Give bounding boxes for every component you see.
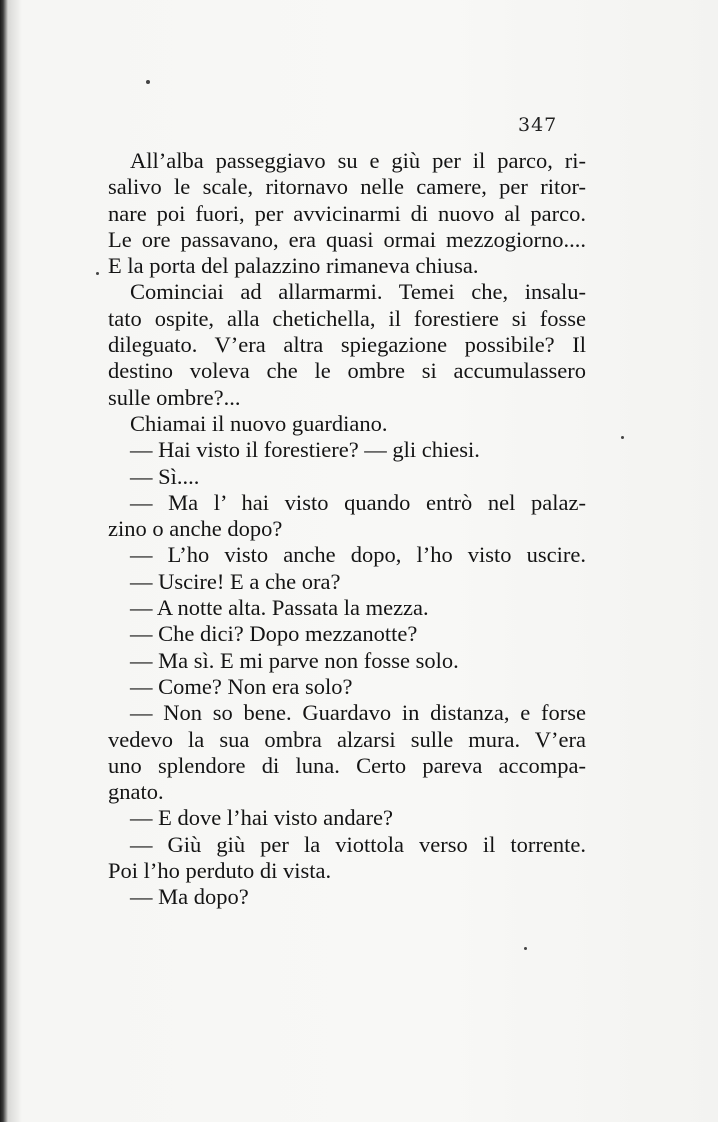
body-text — [108, 148, 586, 911]
page-number: 347 — [518, 114, 558, 136]
scan-speck — [524, 947, 527, 950]
text-line: — A notte alta. Passata la mezza. — [130, 595, 429, 621]
text-line: — Ma dopo? — [130, 884, 249, 910]
text-line: Cominciai ad allarmarmi. Temei che, insalu- — [130, 279, 586, 305]
text-line: zino o anche dopo? — [108, 516, 283, 542]
scan-speck — [96, 272, 99, 275]
text-line: — Ma sì. E mi parve non fosse solo. — [130, 647, 459, 673]
text-line: salivo le scale, ritornavo nelle camere, per ritor- — [108, 174, 586, 200]
scan-speck — [621, 436, 624, 439]
text-line: — Hai visto il forestiere? — gli chiesi. — [130, 437, 480, 463]
text-line: gnato. — [108, 779, 164, 805]
text-line: E la porta del palazzino rimaneva chiusa. — [108, 253, 479, 279]
text-line: — Sì.... — [130, 463, 200, 489]
text-line: — Uscire! E a che ora? — [130, 568, 341, 594]
text-line: Le ore passavano, era quasi ormai mezzogiorno.... — [108, 226, 586, 252]
text-line: — Come? Non era solo? — [130, 673, 353, 699]
text-line: Chiamai il nuovo guardiano. — [130, 410, 388, 436]
text-line: uno splendore di luna. Certo pareva accompa- — [108, 752, 586, 778]
text-line: All’alba passeggiavo su e giù per il parco, ri- — [130, 148, 586, 173]
text-line: destino voleva che le ombre si accumulassero — [108, 358, 586, 384]
text-line: — Giù giù per la viottola verso il torrente. — [130, 831, 586, 857]
text-line: nare poi fuori, per avvicinarmi di nuovo al parco. — [108, 200, 586, 226]
text-line: dileguato. V’era altra spiegazione possibile? Il — [108, 332, 586, 358]
text-line: — E dove l’hai visto andare? — [130, 805, 394, 831]
text-line: — Che dici? Dopo mezzanotte? — [130, 621, 418, 647]
text-line: tato ospite, alla chetichella, il forestiere si fosse — [108, 305, 586, 331]
text-line: Poi l’ho perduto di vista. — [108, 858, 332, 884]
scan-speck — [146, 80, 150, 84]
text-line: sulle ombre?... — [108, 384, 241, 410]
text-line: — L’ho visto anche dopo, l’ho visto uscire. — [130, 542, 586, 568]
text-line: vedevo la sua ombra alzarsi sulle mura. V’era — [108, 726, 586, 752]
text-line: — Non so bene. Guardavo in distanza, e forse — [130, 700, 586, 726]
text-line: — Ma l’ hai visto quando entrò nel palaz- — [130, 489, 586, 515]
